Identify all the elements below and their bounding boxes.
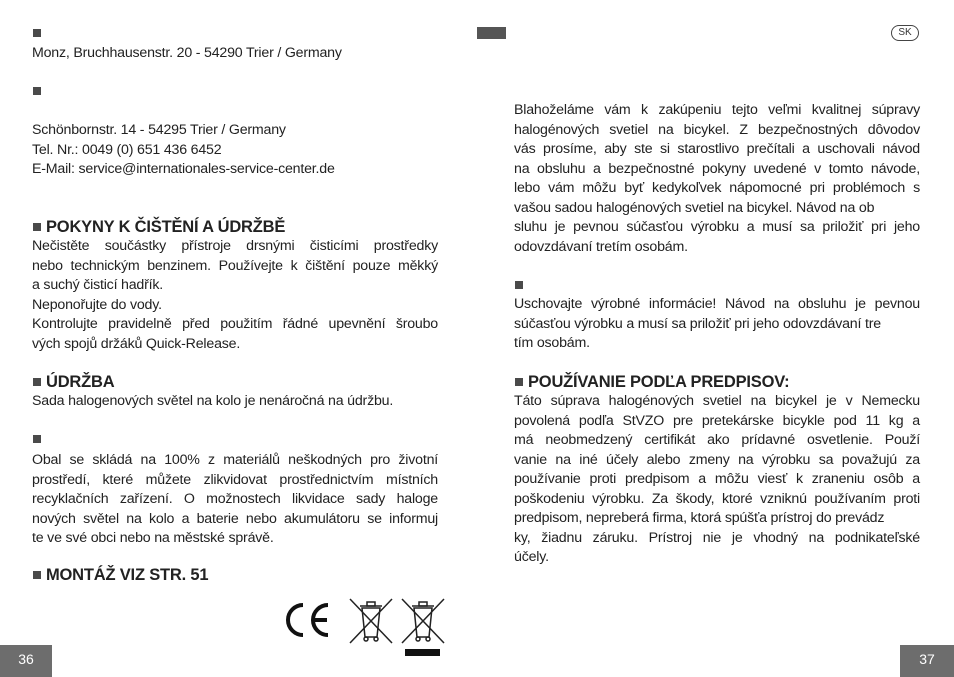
- assembly-heading: MONTÁŽ VIZ STR. 51: [33, 565, 208, 585]
- text-line: vašou sadou halogénových svetiel na bicykel. Návod na ob: [514, 199, 875, 216]
- text-line: Blahoželáme vám k zakúpeniu tejto veľmi kvalitnej súpravy: [514, 102, 920, 118]
- intro-text: [514, 101, 920, 257]
- crossed-bin-bar-icon: [400, 597, 446, 645]
- section-marker: [33, 378, 41, 386]
- manufacturer-address: Monz, Bruchhausenstr. 20 - 54290 Trier / Germany: [32, 45, 342, 61]
- text-line: Uschovajte výrobné informácie! Návod na obsluhu je pevnou: [514, 296, 920, 312]
- section-marker: [33, 435, 41, 443]
- text-line: vás prosíme, aby ste si starostlivo prečítali a uschovali návod: [514, 141, 920, 157]
- service-contact: [32, 121, 335, 180]
- text-line: Neponořujte do vody.: [32, 296, 162, 313]
- top-marker-bar: [477, 27, 506, 39]
- text-line: a suchý čisticí hadřík.: [32, 277, 164, 293]
- text-line: nových světel na kolo a baterie nebo akumulátoru se informuj: [32, 510, 438, 527]
- cleaning-text: [32, 237, 438, 354]
- text-line: te ve své obci nebo na městské správě.: [32, 530, 274, 546]
- text-line: poškodeniu výrobku. Za škody, ktoré vzniknú používaním proti: [514, 490, 920, 507]
- text-line: recyklačních zařízení. O možnostech likvidace sady haloge: [32, 491, 438, 507]
- section-marker: [515, 281, 523, 289]
- bin-underline-bar: [405, 649, 440, 656]
- section-marker: [33, 571, 41, 579]
- text-line: Obal se skládá na 100% z materiálů neškodných pro životní: [32, 452, 438, 468]
- contact-phone: Tel. Nr.: 0049 (0) 651 436 6452: [32, 141, 222, 158]
- text-line: nebo technickým benzinem. Používejte k čištění pouze měkký: [32, 257, 438, 274]
- text-line: sluhu je pevnou súčasťou výrobku a musí sa priložiť pri jeho: [514, 219, 920, 235]
- text-line: Nečistěte součástky přístroje drsnými čisticími prostředky: [32, 238, 438, 254]
- text-line: prostředí, které můžete zlikvidovat prostřednictvím místních: [32, 471, 438, 488]
- text-line: tím osobám.: [514, 335, 590, 351]
- section-marker: [515, 378, 523, 386]
- text-line: vých spojů držáků Quick-Release.: [32, 335, 241, 352]
- text-line: má neobmedzený certifikát ako prídavné osvetlenie. Použí: [514, 432, 920, 448]
- maintenance-text: Sada halogenových světel na kolo je nenáročná na údržbu.: [32, 393, 394, 409]
- text-line: používanie proti predpisom a môžu viesť k zraneniu osôb a: [514, 471, 920, 487]
- text-line: povolená podľa StVZO pre pretekárske bicykle pod 11 kg a: [514, 412, 920, 429]
- ce-mark-icon: [282, 600, 334, 640]
- text-line: predpisom, nepreberá firma, ktorá spúšťa prístroj do prevádz: [514, 510, 885, 526]
- keep-info-text: [514, 295, 920, 354]
- text-line: na obsluhu a bezpečnostné pokyny uvedené v tomto návode,: [514, 160, 920, 177]
- text-line: ky, žiadnu záruku. Prístroj nie je vhodný na podnikateľské: [514, 529, 920, 546]
- cleaning-heading: POKYNY K ČIŠTĚNÍ A ÚDRŽBĚ: [33, 217, 285, 237]
- contact-email: E-Mail: service@internationales-service-center.de: [32, 161, 335, 177]
- text-line: lebo vám môžu byť kedykoľvek nápomocné pri problémoch s: [514, 180, 920, 196]
- usage-text: [514, 392, 920, 568]
- section-marker: [33, 29, 41, 37]
- page-number-right: 37: [900, 645, 954, 677]
- text-line: Kontrolujte pravidelně před použitím řádné upevnění šroubo: [32, 316, 438, 332]
- maintenance-heading: ÚDRŽBA: [33, 372, 114, 392]
- text-line: Táto súprava halogénových svetiel na bicykel je v Nemecku: [514, 393, 920, 409]
- text-line: účely.: [514, 549, 549, 565]
- crossed-bin-icon: [348, 597, 394, 645]
- section-marker: [33, 223, 41, 231]
- disposal-text: [32, 451, 438, 549]
- text-line: vanie na iné účely alebo zmeny na výrobku sa považujú za: [514, 451, 920, 468]
- text-line: súčasťou výrobku a musí sa priložiť pri jeho odovzdávaní tre: [514, 315, 881, 332]
- language-badge: SK: [891, 25, 919, 41]
- text-line: odovzdávaní tretím osobám.: [514, 238, 688, 255]
- text-line: halogénových svetiel na bicykel. Z bezpečnostných dôvodov: [514, 121, 920, 138]
- page-number-left: 36: [0, 645, 52, 677]
- usage-heading: POUŽÍVANIE PODĽA PREDPISOV:: [515, 372, 789, 392]
- section-marker: [33, 87, 41, 95]
- contact-address: Schönbornstr. 14 - 54295 Trier / Germany: [32, 122, 286, 138]
